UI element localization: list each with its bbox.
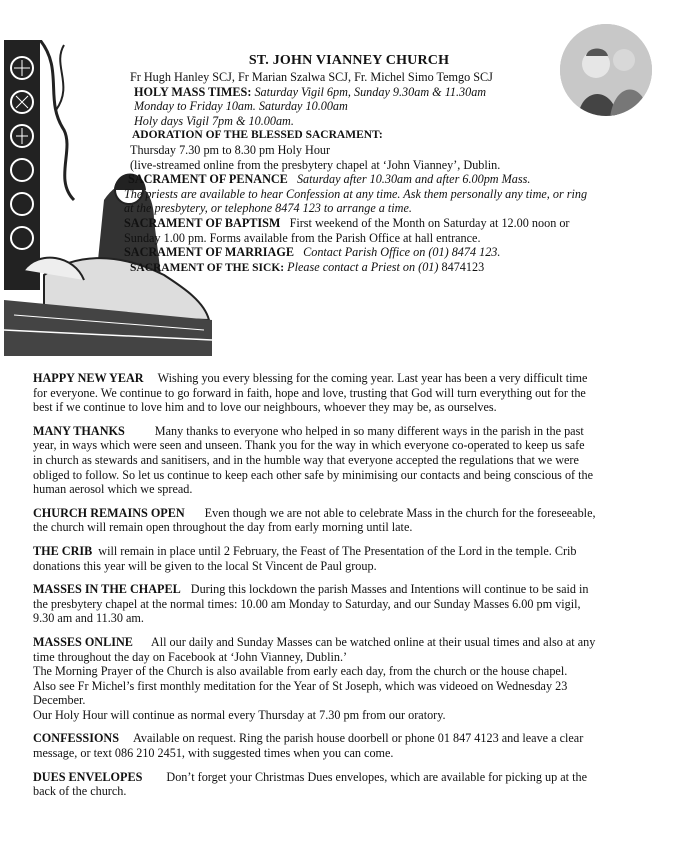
mass-times-line: Holy days Vigil 7pm & 10.00am. (134, 113, 294, 128)
notice-line: year, in ways which were seen and unseen. Thank you for the way in which everyone co-operated to keep us safe (33, 438, 585, 453)
sick-phone: 8474123 (441, 259, 485, 274)
notice-heading: CONFESSIONS (33, 731, 120, 746)
notice-line: Available on request. Ring the parish house doorbell or phone 01 847 4123 and leave a clear (133, 731, 584, 746)
notice-heading: MASSES IN THE CHAPEL (33, 582, 181, 597)
notice-line: the presbytery chapel at the normal times: 10.00 am Monday to Saturday, and our Sunday Masses 6.00 pm vigil, (33, 596, 581, 611)
notice-line: back of the church. (33, 784, 127, 799)
notice-line: for everyone. We continue to go forward in faith, hope and love, trusting that God will turn everything out for the (33, 385, 586, 400)
penance-line: at the presbytery, or telephone 8474 123 to arrange a time. (124, 201, 412, 216)
adoration-line: Thursday 7.30 pm to 8.30 pm Holy Hour (130, 142, 331, 157)
mass-times-line: Monday to Friday 10am. Saturday 10.00am (134, 99, 348, 114)
baptism-line: Sunday 1.00 pm. Forms available from the Parish Office at hall entrance. (124, 230, 481, 245)
notice-line: Many thanks to everyone who helped in so many different ways in the parish in the past (154, 423, 584, 438)
adoration-line: (live-streamed online from the presbytery chapel at ‘John Vianney’, Dublin. (130, 157, 501, 172)
notice-heading: MASSES ONLINE (33, 634, 133, 649)
church-info-header (124, 52, 648, 275)
notice-line: will remain in place until 2 February, the Feast of The Presentation of the Lord in the temple. Crib (98, 543, 577, 558)
notice-line: December. (33, 693, 86, 708)
notice-dues-envelopes (33, 770, 653, 799)
notice-line: During this lockdown the parish Masses and Intentions will continue to be said in (190, 582, 589, 597)
baptism-line: First weekend of the Month on Saturday at 12.00 noon or (289, 215, 570, 230)
notice-line: time throughout the day on Facebook at ‘John Vianney, Dublin.’ (33, 649, 348, 664)
notice-line: All our daily and Sunday Masses can be watched online at their usual times and also at any (150, 634, 596, 649)
notice-line: the church will remain open throughout the day from early morning until late. (33, 520, 413, 535)
notice-line: Even though we are not able to celebrate Mass in the church for the foreseeable, (204, 505, 596, 520)
notice-line: human aerosol which we spread. (33, 482, 193, 497)
notice-happy-new-year (33, 371, 653, 415)
sick-line: Please contact a Priest on (01) (287, 259, 439, 274)
notice-line: Also see Fr Michel’s first monthly meditation for the Year of St Joseph, which was videoed on Wednesday 23 (33, 678, 568, 693)
penance-label: SACRAMENT OF PENANCE (128, 172, 288, 187)
notice-heading: MANY THANKS (33, 423, 125, 438)
notice-line: 9.30 am and 11.30 am. (33, 611, 144, 626)
notice-heading: HAPPY NEW YEAR (33, 371, 144, 385)
notice-masses-in-chapel (33, 582, 653, 626)
notice-line: Our Holy Hour will continue as normal every Thursday at 7.30 pm from our oratory. (33, 707, 446, 722)
notice-line: message, or text 086 210 2451, with suggested times when you can come. (33, 746, 394, 761)
notice-line: in church as stewards and sanitisers, and in the humble way that everyone accepted the regulations that we were (33, 452, 579, 467)
notice-heading: CHURCH REMAINS OPEN (33, 505, 185, 520)
baptism-label: SACRAMENT OF BAPTISM (124, 215, 281, 230)
clergy-list: Fr Hugh Hanley SCJ, Fr Marian Szalwa SCJ, Fr. Michel Simo Temgo SCJ (130, 70, 493, 84)
sick-label: SACRAMENT OF THE SICK: (130, 261, 285, 274)
notice-confessions (33, 731, 653, 760)
adoration-label: ADORATION OF THE BLESSED SACRAMENT: (132, 129, 383, 142)
notice-line: best if we continue to love him and to love our neighbours, whoever they may be, as ourselves. (33, 400, 497, 415)
notice-many-thanks (33, 424, 653, 497)
notices-body (33, 371, 653, 808)
notice-the-crib (33, 544, 653, 573)
notice-masses-online (33, 635, 653, 723)
penance-line: The priests are available to hear Confession at any time. Ask them personally any time, or ring (124, 186, 588, 201)
marriage-line: Contact Parish Office on (01) 8474 123. (303, 245, 501, 260)
church-name: ST. JOHN VIANNEY CHURCH (248, 53, 450, 68)
mass-times-line: Saturday Vigil 6pm, Sunday 9.30am & 11.30am (254, 84, 487, 99)
notice-line: Wishing you every blessing for the coming year. Last year has been a very difficult time (157, 371, 588, 385)
notice-line: obliged to follow. So let us continue to keep each other safe by minimising our contacts and being conscious of the (33, 467, 594, 482)
notice-heading: DUES ENVELOPES (33, 769, 143, 784)
penance-line: Saturday after 10.30am and after 6.00pm Mass. (296, 172, 531, 187)
notice-line: Don’t forget your Christmas Dues envelopes, which are available for picking up at the (166, 769, 587, 784)
notice-line: The Morning Prayer of the Church is also available from early each day, from the church or the house chapel. (33, 664, 568, 679)
notice-line: donations this year will be given to the local St Vincent de Paul group. (33, 558, 377, 573)
notice-church-remains-open (33, 506, 653, 535)
mass-times-label: HOLY MASS TIMES: (134, 84, 252, 99)
notice-heading: THE CRIB (33, 543, 93, 558)
marriage-label: SACRAMENT OF MARRIAGE (124, 245, 294, 260)
